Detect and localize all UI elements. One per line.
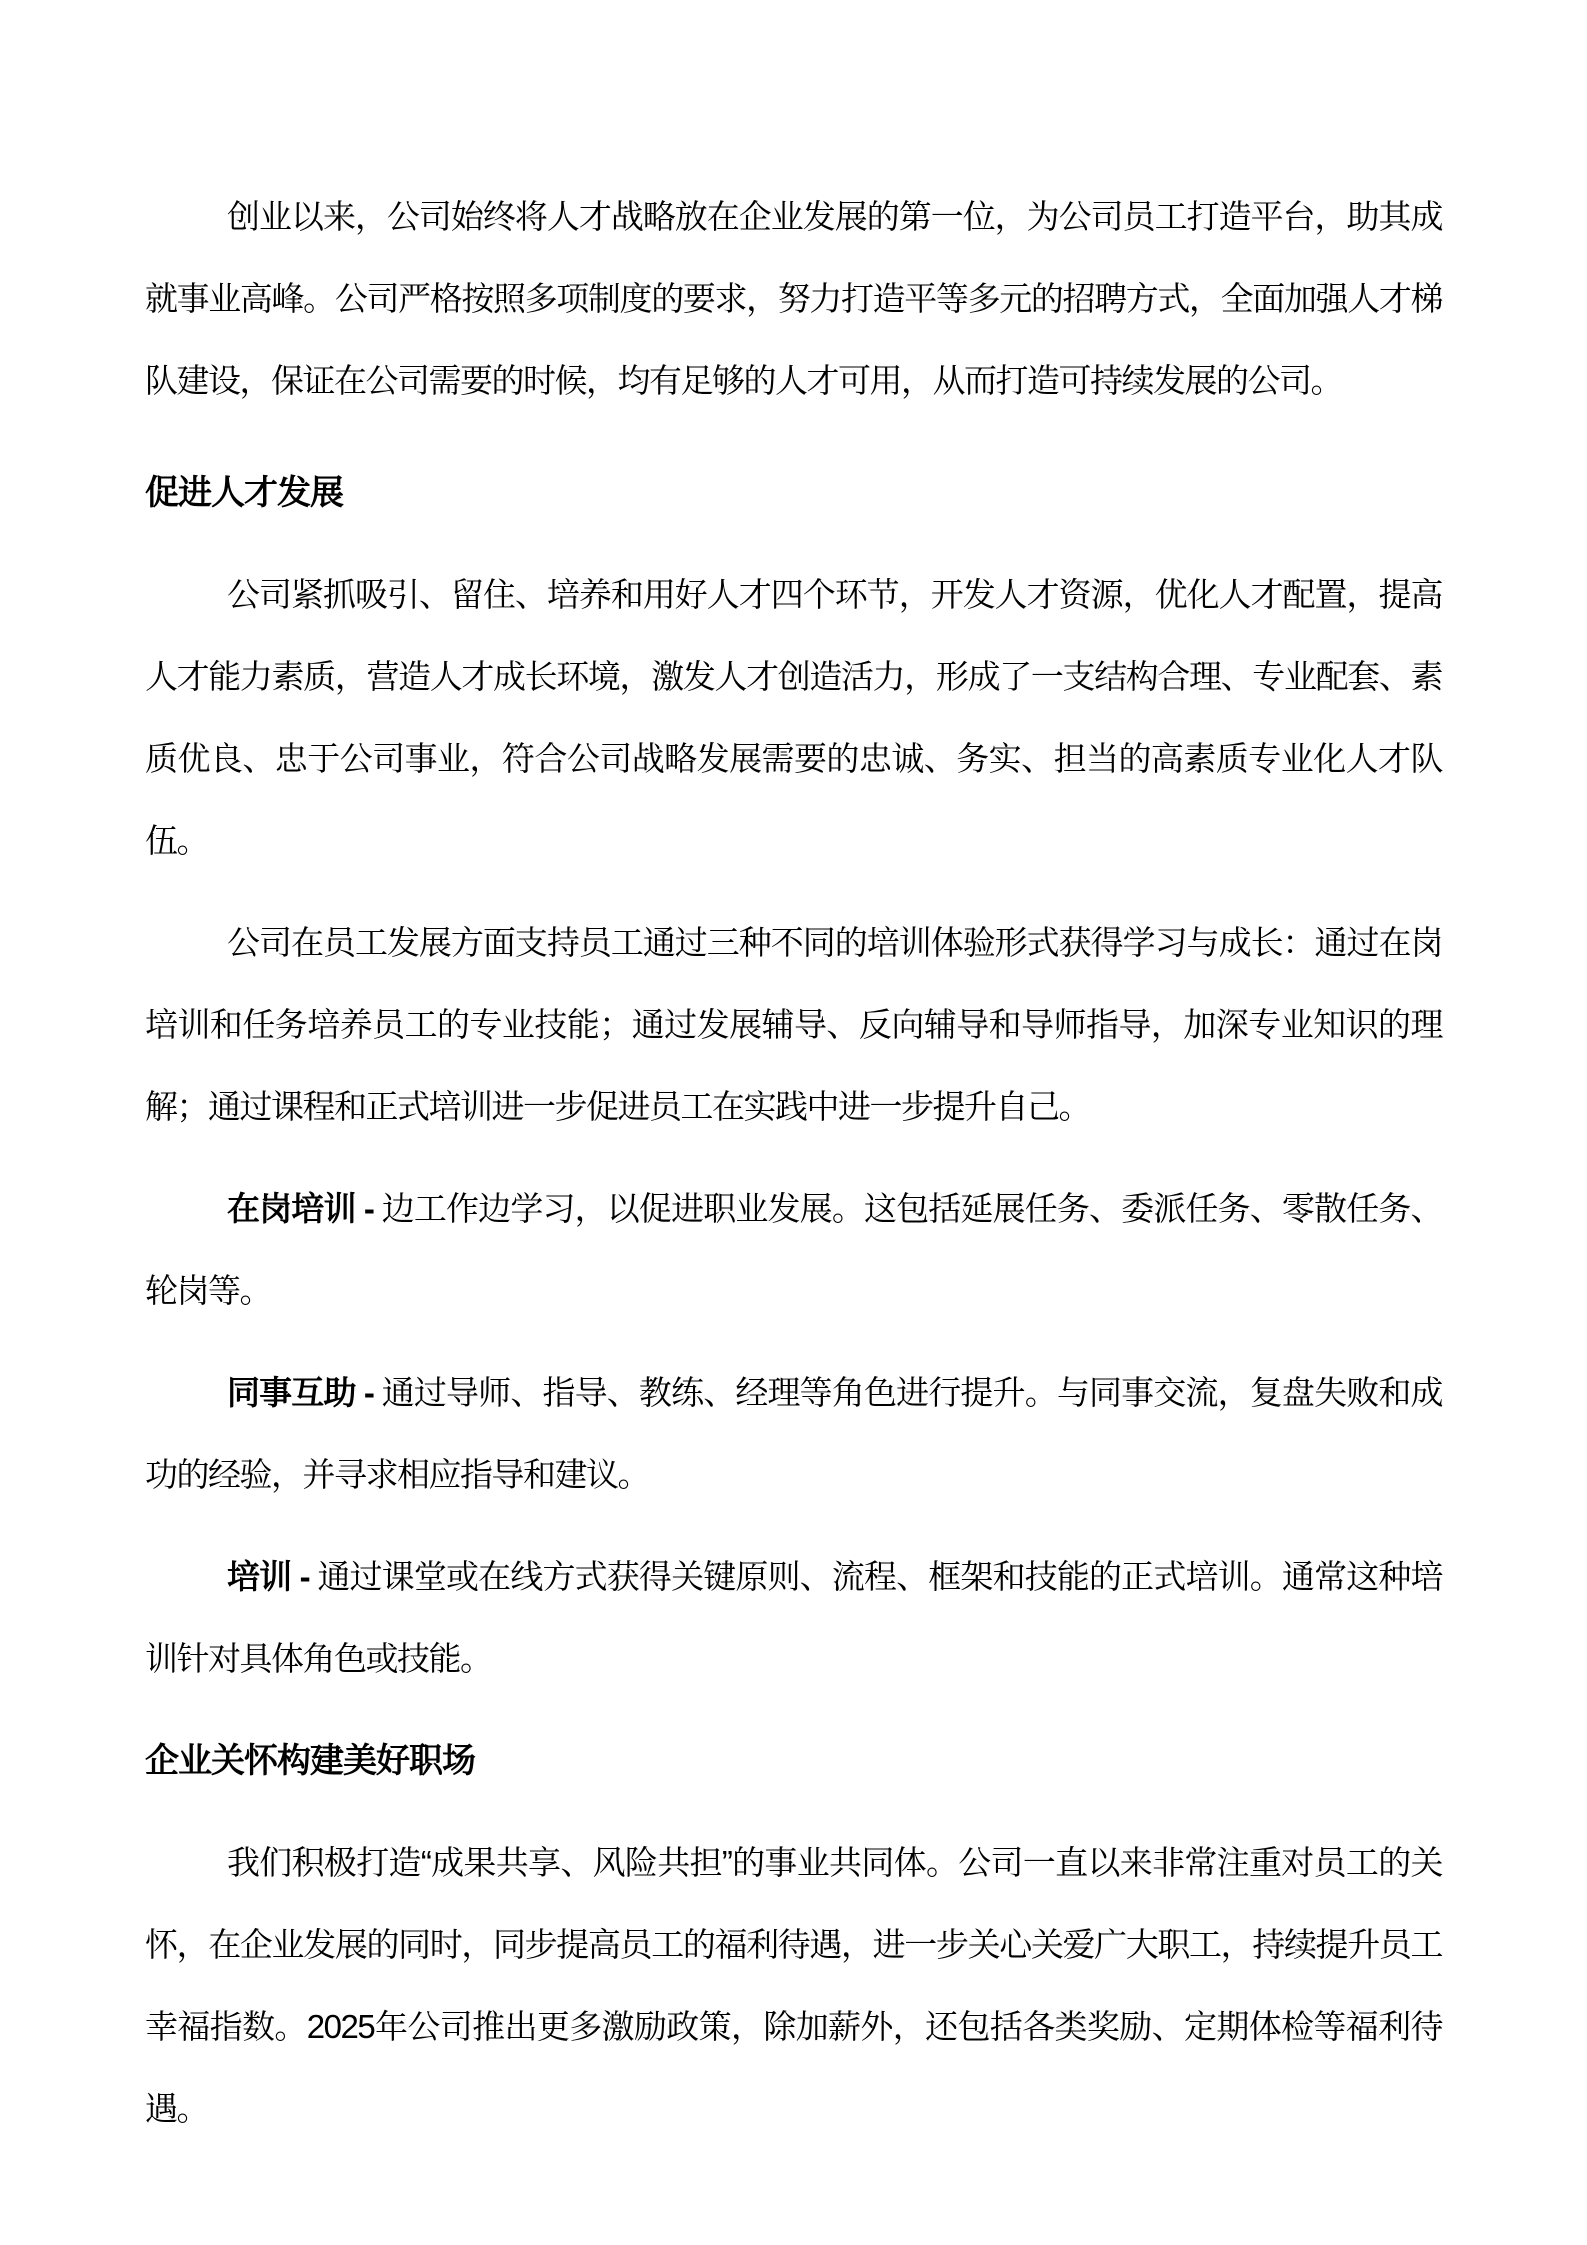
term-formal-training: 培训 bbox=[227, 1558, 292, 1595]
dash-separator: - bbox=[355, 1374, 382, 1411]
paragraph-peer-support-text: 通过导师、指导、教练、经理等角色进行提升。与同事交流，复盘失败和成功的经验，并寻求相应指导和建议。 bbox=[145, 1374, 1443, 1493]
dash-separator: - bbox=[355, 1190, 382, 1227]
term-on-job-training: 在岗培训 bbox=[227, 1190, 356, 1227]
paragraph-four-links: 公司紧抓吸引、留住、培养和用好人才四个环节，开发人才资源，优化人才配置，提高人才能力素质，营造人才成长环境，激发人才创造活力，形成了一支结构合理、专业配套、素质优良、忠于公司事业，符合公司战略发展需要的忠诚、务实、担当的高素质专业化人才队伍。 bbox=[145, 576, 1442, 859]
paragraph-employee-care: 我们积极打造“成果共享、风险共担”的事业共同体。公司一直以来非常注重对员工的关怀，在企业发展的同时，同步提高员工的福利待遇，进一步关心关爱广大职工，持续提升员工幸福指数。2025年公司推出更多激励政策，除加薪外，还包括各类奖励、定期体检等福利待遇。 bbox=[145, 1844, 1442, 2127]
section-heading-talent-development: 促进人才发展 bbox=[145, 474, 343, 512]
paragraph-talent-strategy: 创业以来，公司始终将人才战略放在企业发展的第一位，为公司员工打造平台，助其成就事业高峰。公司严格按照多项制度的要求，努力打造平等多元的招聘方式，全面加强人才梯队建设，保证在公司需要的时候，均有足够的人才可用，从而打造可持续发展的公司。 bbox=[145, 198, 1442, 399]
paragraph-training-forms: 公司在员工发展方面支持员工通过三种不同的培训体验形式获得学习与成长：通过在岗培训和任务培养员工的专业技能；通过发展辅导、反向辅导和导师指导，加深专业知识的理解；通过课程和正式培训进一步促进员工在实践中进一步提升自己。 bbox=[145, 924, 1442, 1125]
section-heading-employee-care: 企业关怀构建美好职场 bbox=[145, 1742, 475, 1780]
term-peer-support: 同事互助 bbox=[227, 1374, 356, 1411]
paragraph-formal-training bbox=[145, 1536, 1442, 1700]
dash-separator: - bbox=[291, 1558, 318, 1595]
paragraph-on-job-training-text: 边工作边学习，以促进职业发展。这包括延展任务、委派任务、零散任务、轮岗等。 bbox=[145, 1190, 1443, 1309]
paragraph-peer-support bbox=[145, 1352, 1442, 1516]
paragraph-formal-training-text: 通过课堂或在线方式获得关键原则、流程、框架和技能的正式培训。通常这种培训针对具体角色或技能。 bbox=[145, 1558, 1443, 1677]
paragraph-on-job-training bbox=[145, 1168, 1442, 1332]
